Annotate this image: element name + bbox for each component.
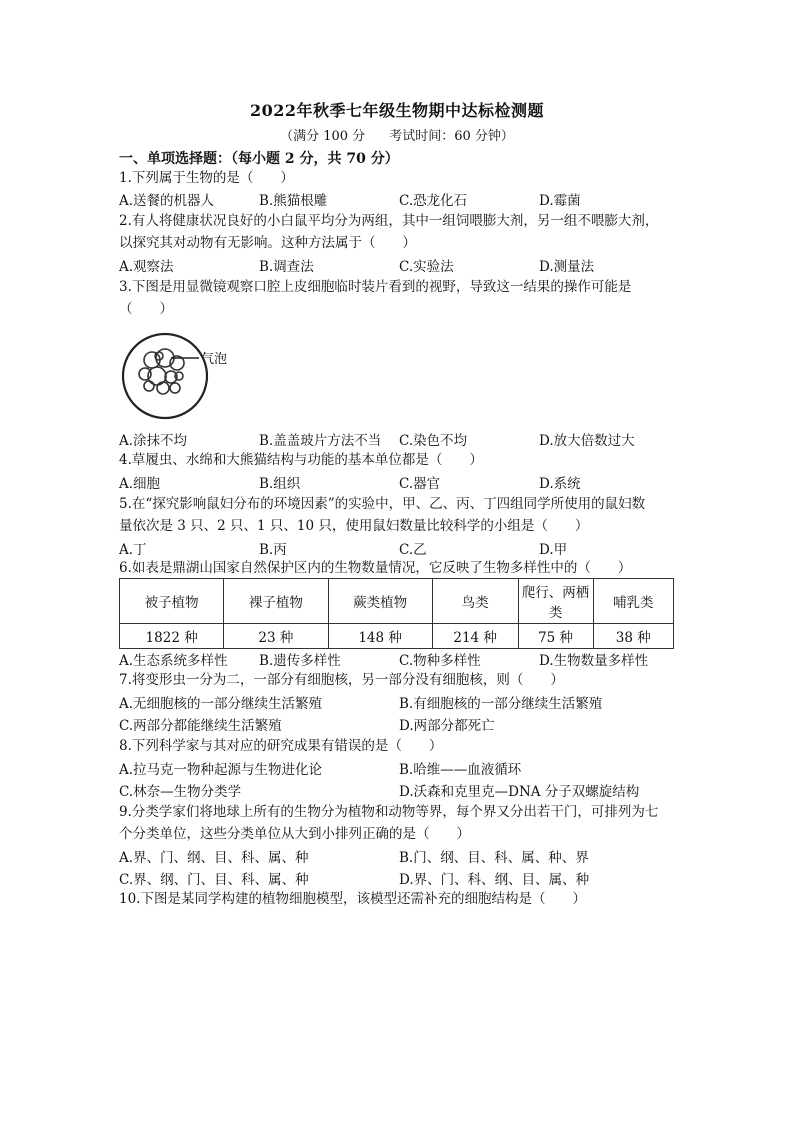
microscope-field-figure <box>119 330 279 422</box>
table-header-cell: 蕨类植物 <box>328 579 432 624</box>
table-header-cell: 爬行、两栖类 <box>518 579 593 624</box>
question-5-options <box>119 538 679 558</box>
question-2-stem-line2: 以探究其对动物有无影响。这种方法属于（ ） <box>119 235 416 251</box>
option-d: D.霉菌 <box>539 193 581 209</box>
question-7-stem: 7.将变形虫一分为二，一部分有细胞核，另一部分没有细胞核，则（ ） <box>119 672 564 688</box>
option-a: A.生态系统多样性 <box>119 653 228 669</box>
score-info: （满分 100 分 <box>280 129 366 144</box>
time-info: 考试时间：60 分钟） <box>389 129 514 144</box>
option-c: C.器官 <box>399 476 441 492</box>
bubble-label: 气泡 <box>201 352 228 367</box>
option-b: B.组织 <box>259 476 301 492</box>
question-8-options-row2 <box>119 780 679 800</box>
question-7-options-row1 <box>119 692 679 712</box>
option-b: B.熊猫根雕 <box>259 193 328 209</box>
table-row <box>120 624 674 649</box>
option-b: B.哈维——血液循环 <box>399 762 522 778</box>
table-header-cell: 鸟类 <box>432 579 518 624</box>
bubble-cluster <box>139 349 184 394</box>
option-c: C.林奈—生物分类学 <box>119 784 242 800</box>
question-6-stem: 6.如表是鼎湖山国家自然保护区内的生物数量情况，它反映了生物多样性中的（ ） <box>119 560 632 576</box>
option-b: B.门、纲、目、科、属、种、界 <box>399 850 589 866</box>
option-d: D.沃森和克里克—DNA 分子双螺旋结构 <box>399 784 640 800</box>
question-4-stem: 4.草履虫、水绵和大熊猫结构与功能的基本单位都是（ ） <box>119 452 483 468</box>
option-c: C.染色不均 <box>399 433 468 449</box>
option-c: C.物种多样性 <box>399 653 481 669</box>
option-b: B.有细胞核的一部分继续生活繁殖 <box>399 696 603 712</box>
option-d: D.界、门、科、纲、目、属、种 <box>399 872 590 888</box>
option-b: B.丙 <box>259 542 287 558</box>
option-c: C.实验法 <box>399 259 454 275</box>
option-a: A.丁 <box>119 542 147 558</box>
question-5-stem-line1: 5.在“探究影响鼠妇分布的环境因素”的实验中，甲、乙、丙、丁四组同学所使用的鼠妇数 <box>119 496 646 512</box>
question-3-options <box>119 429 679 449</box>
question-9-options-row2 <box>119 868 679 888</box>
option-b: B.遗传多样性 <box>259 653 341 669</box>
option-d: D.系统 <box>539 476 581 492</box>
table-cell: 23 种 <box>224 624 328 649</box>
section-heading: 一、单项选择题：（每小题 2 分，共 70 分） <box>119 151 399 167</box>
biodiversity-table <box>119 578 674 649</box>
option-b: B.盖盖玻片方法不当 <box>259 433 382 449</box>
question-9-stem-line2: 个分类单位，这些分类单位从大到小排列正确的是（ ） <box>119 826 470 842</box>
question-7-options-row2 <box>119 714 679 734</box>
question-2-stem-line1: 2.有人将健康状况良好的小白鼠平均分为两组，其中一组饲喂膨大剂，另一组不喂膨大剂， <box>119 213 659 229</box>
option-a: A.观察法 <box>119 259 174 275</box>
question-3-stem-line2: （ ） <box>119 301 173 317</box>
page-title: 2022年秋季七年级生物期中达标检测题 <box>249 101 545 120</box>
question-8-stem: 8.下列科学家与其对应的研究成果有错误的是（ ） <box>119 738 443 754</box>
table-cell: 1822 种 <box>120 624 224 649</box>
table-cell: 214 种 <box>432 624 518 649</box>
option-d: D.甲 <box>539 542 568 558</box>
question-10-stem: 10.下图是某同学构建的植物细胞模型，该模型还需补充的细胞结构是（ ） <box>119 891 586 907</box>
option-c: C.两部分都能继续生活繁殖 <box>119 718 282 734</box>
option-c: C.恐龙化石 <box>399 193 468 209</box>
option-d: D.生物数量多样性 <box>539 653 649 669</box>
question-5-stem-line2: 量依次是 3 只、2 只、1 只、10 只，使用鼠妇数量比较科学的小组是（ ） <box>119 518 589 534</box>
question-3-stem-line1: 3.下图是用显微镜观察口腔上皮细胞临时装片看到的视野，导致这一结果的操作可能是 <box>119 279 632 295</box>
option-a: A.无细胞核的一部分继续生活繁殖 <box>119 696 323 712</box>
option-d: D.两部分都死亡 <box>399 718 495 734</box>
table-header-cell: 哺乳类 <box>593 579 673 624</box>
table-header-cell: 被子植物 <box>120 579 224 624</box>
question-9-options-row1 <box>119 846 679 866</box>
exam-info <box>0 125 794 144</box>
table-cell: 148 种 <box>328 624 432 649</box>
option-a: A.涂抹不均 <box>119 433 188 449</box>
question-4-options <box>119 472 679 492</box>
option-d: D.放大倍数过大 <box>539 433 635 449</box>
option-a: A.拉马克一物种起源与生物进化论 <box>119 762 323 778</box>
option-a: A.送餐的机器人 <box>119 193 215 209</box>
question-8-options-row1 <box>119 758 679 778</box>
option-d: D.测量法 <box>539 259 595 275</box>
question-2-options <box>119 255 679 275</box>
table-header-row <box>120 579 674 624</box>
option-c: C.乙 <box>399 542 427 558</box>
question-1-stem: 1.下列属于生物的是（ ） <box>119 170 294 186</box>
question-1-options <box>119 189 679 209</box>
table-header-cell: 裸子植物 <box>224 579 328 624</box>
option-a: A.细胞 <box>119 476 161 492</box>
table-cell: 38 种 <box>593 624 673 649</box>
option-a: A.界、门、纲、目、科、属、种 <box>119 850 309 866</box>
table-cell: 75 种 <box>518 624 593 649</box>
option-c: C.界、纲、门、目、科、属、种 <box>119 872 309 888</box>
question-6-options <box>119 649 679 669</box>
question-9-stem-line1: 9.分类学家们将地球上所有的生物分为植物和动物等界，每个界又分出若干门，可排列为七 <box>119 804 659 820</box>
option-b: B.调查法 <box>259 259 314 275</box>
